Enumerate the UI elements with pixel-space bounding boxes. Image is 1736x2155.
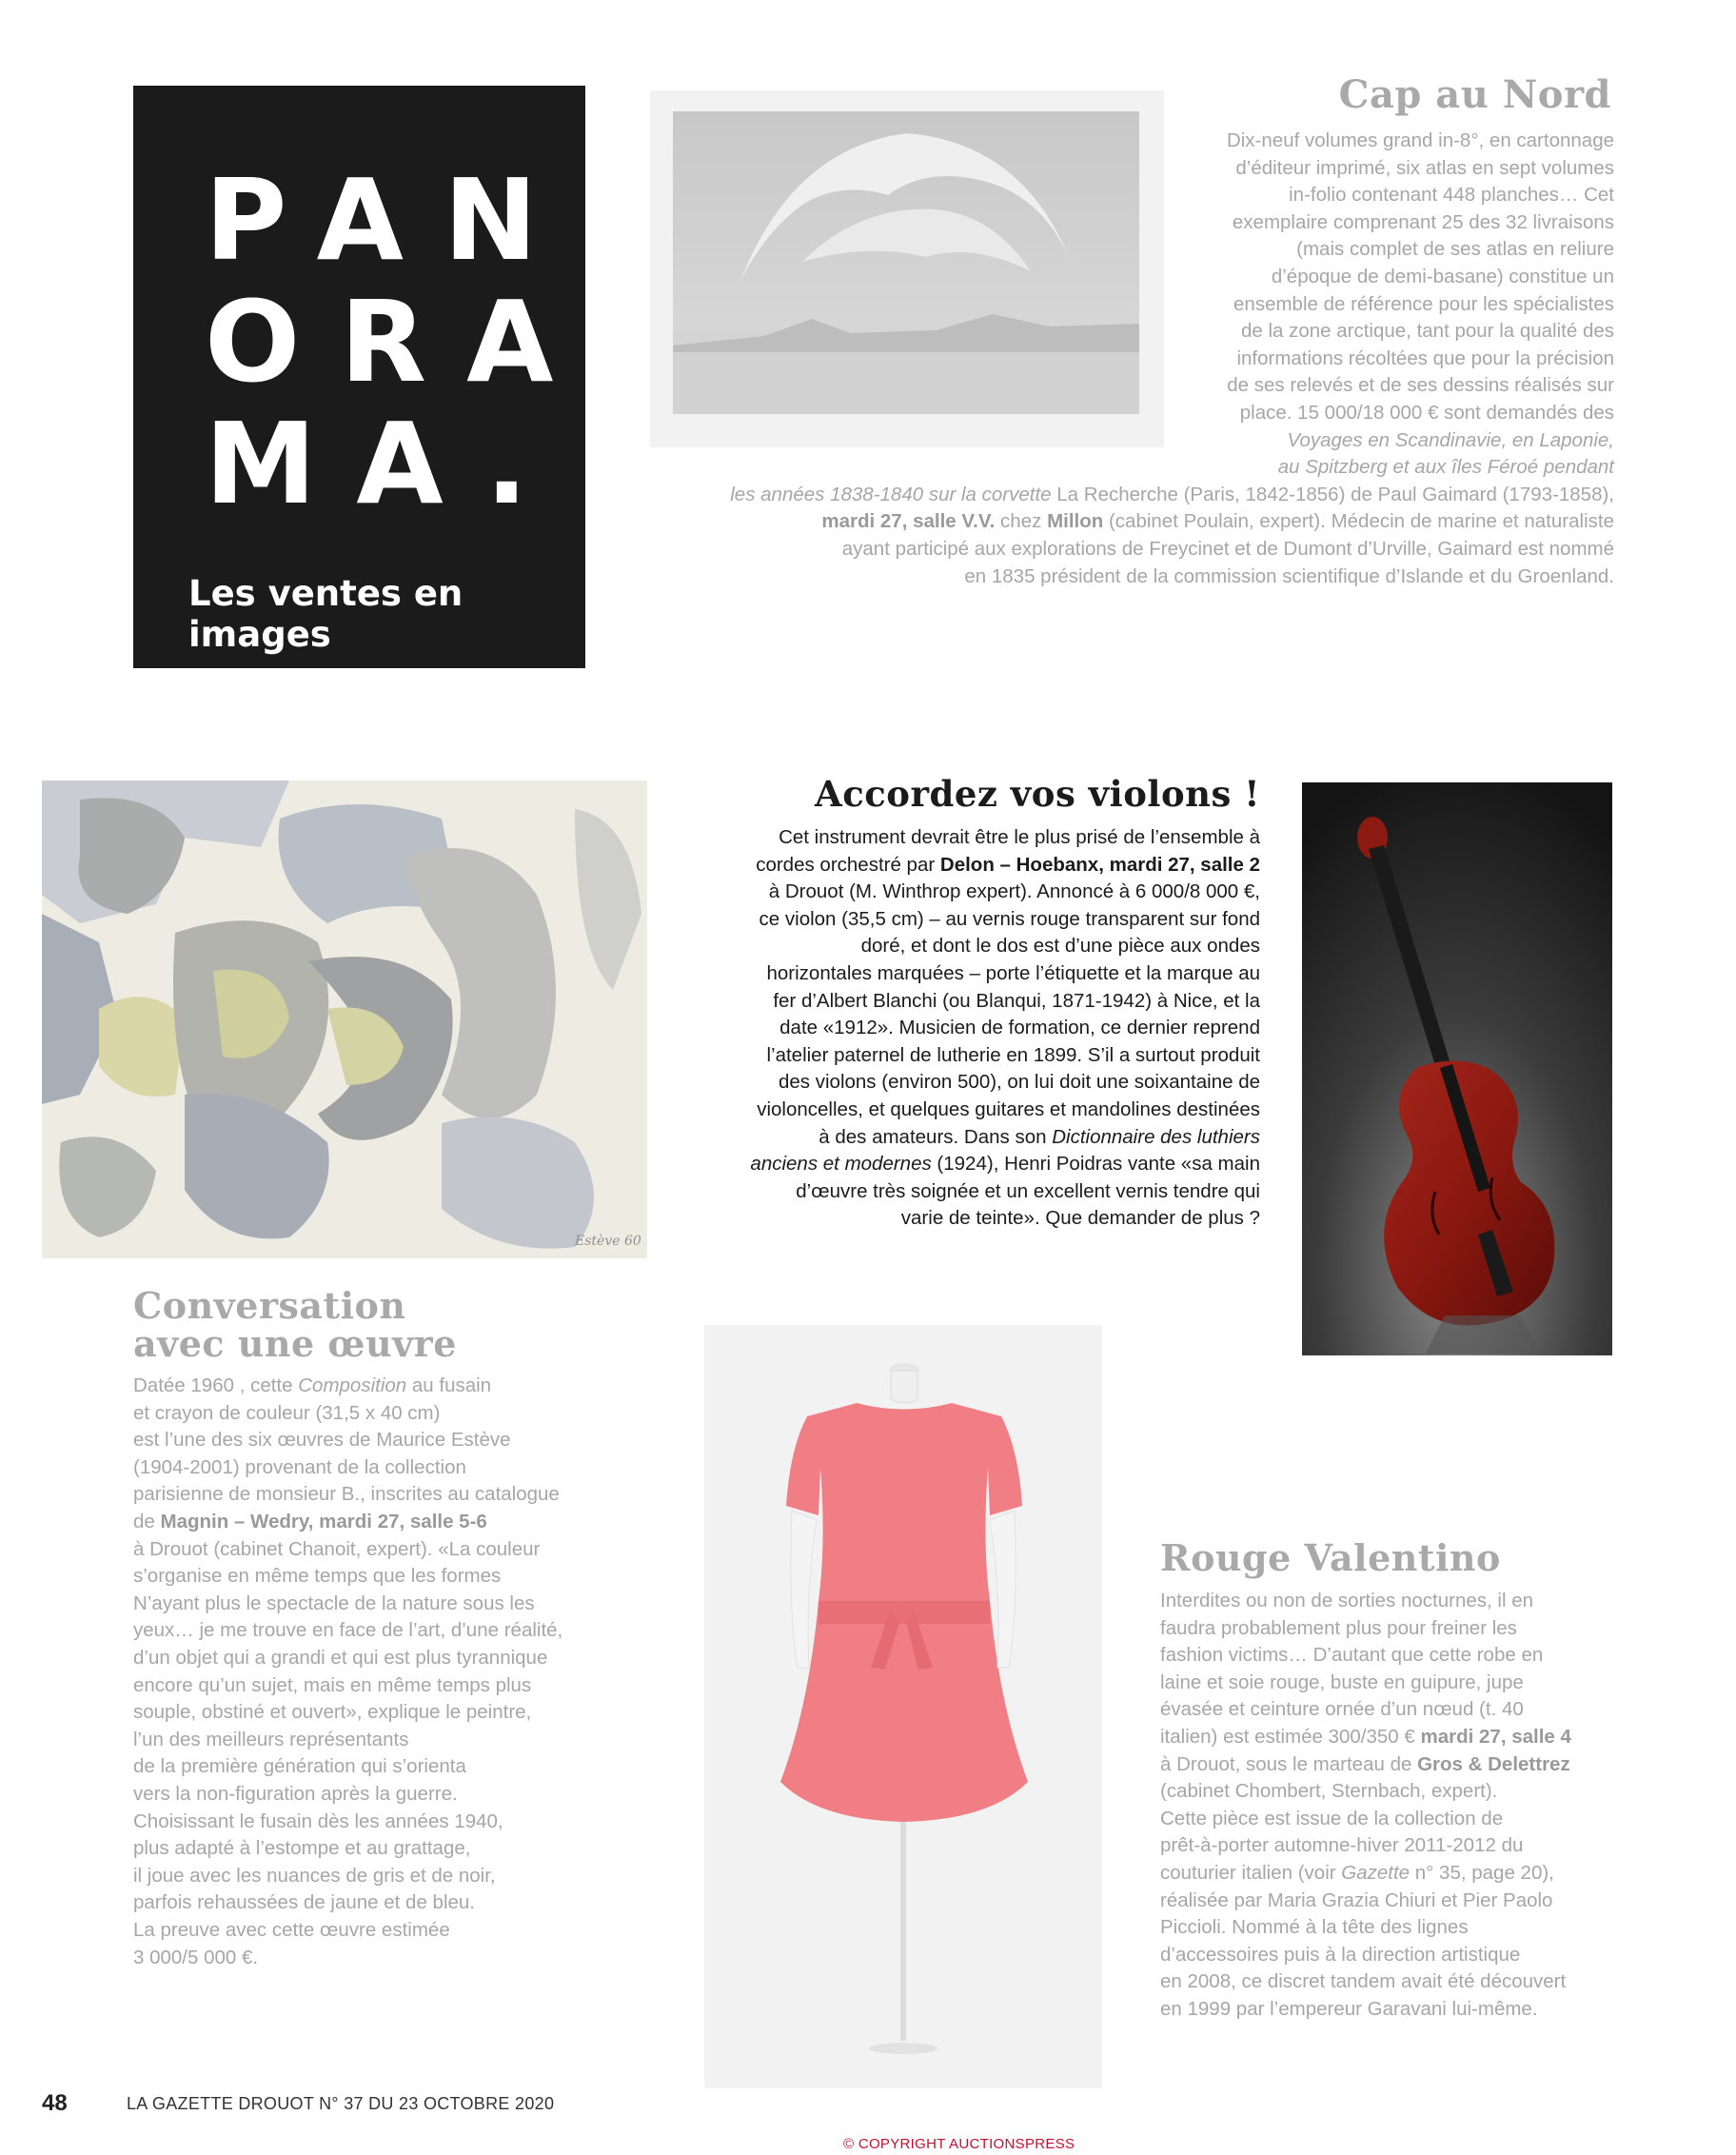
violin-line	[756, 852, 1260, 880]
conversation-line: s’organise en même temps que les formes	[133, 1565, 502, 1588]
violin-line: varie de teinte». Que demander de plus ?	[900, 1207, 1260, 1230]
rouge-valentino-title: Rouge Valentino	[1160, 1536, 1501, 1579]
cap-line-italic: au Spitzberg et aux îles Féroé pendant	[1277, 456, 1614, 479]
conversation-line: 3 000/5 000 €.	[133, 1946, 259, 1968]
conversation-line: encore qu’un sujet, mais en même temps plus	[133, 1673, 532, 1696]
cap-line: Dix-neuf volumes grand in-8°, en cartonnage	[1226, 129, 1614, 151]
violin-text-fragment: cordes orchestré par	[756, 853, 940, 876]
rouge-line: réalisée par Maria Grazia Chiuri et Pier Paolo	[1160, 1888, 1553, 1911]
conversation-line: Choisissant le fusain dès les années 1940,	[133, 1809, 503, 1832]
violin-line: d’œuvre très soignée et un excellent vernis tendre qui	[796, 1179, 1260, 1202]
rouge-line	[1160, 1860, 1554, 1888]
rouge-line	[1160, 1751, 1570, 1779]
cap-line: in-folio contenant 448 planches… Cet	[1289, 184, 1614, 207]
violin-line: fer d’Albert Blanchi (ou Blanqui, 1871-1942) à Nice, et la	[773, 989, 1260, 1012]
rouge-line	[1160, 1724, 1571, 1751]
cap-line	[821, 508, 1614, 536]
rouge-text-fragment: couturier italien (voir	[1160, 1862, 1342, 1884]
violin-sale-info: Delon – Hoebanx, mardi 27, salle 2	[939, 853, 1260, 876]
cap-text-fragment: La Recherche (Paris, 1842-1856) de Paul Gaimard (1793-1858),	[1051, 483, 1614, 505]
cap-line	[730, 482, 1614, 509]
rouge-text-fragment: n° 35, page 20),	[1410, 1862, 1554, 1884]
violin-title: Accordez vos violons !	[815, 773, 1260, 815]
conv-text-fragment: au fusain	[406, 1374, 492, 1396]
panorama-block	[133, 86, 594, 668]
cap-line: exemplaire comprenant 25 des 32 livraisons	[1232, 210, 1614, 233]
conversation-line: N’ayant plus le spectacle de la nature sous les	[133, 1592, 535, 1614]
conv-artwork-title: Composition	[298, 1374, 407, 1396]
conversation-title-line-2: avec une œuvre	[133, 1322, 457, 1365]
panorama-subtitle: Les ventes en images	[188, 573, 464, 655]
conv-text-fragment: Datée 1960 , cette	[133, 1374, 299, 1396]
valentino-dress-image	[704, 1325, 1102, 2088]
rouge-line: évasée et ceinture ornée d’un nœud (t. 40	[1160, 1698, 1524, 1721]
conversation-line: vers la non-figuration après la guerre.	[133, 1783, 458, 1805]
cap-line-italic: Voyages en Scandinavie, en Laponie,	[1287, 428, 1614, 451]
violin-line: à Drouot (M. Winthrop expert). Annoncé à 6 000/8 000 €,	[768, 880, 1260, 903]
rouge-line: Cette pièce est issue de la collection de	[1160, 1807, 1504, 1829]
violin-line: Cet instrument devrait être le plus prisé de l’ensemble à	[779, 826, 1260, 848]
panorama-line-2: ORA	[205, 276, 594, 407]
conversation-line: il joue avec les nuances de gris et de noir,	[133, 1864, 496, 1887]
violin-text-fragment: (1924), Henri Poidras vante «sa main	[931, 1153, 1260, 1176]
conversation-line: parisienne de monsieur B., inscrites au catalogue	[133, 1483, 560, 1506]
conversation-line: La preuve avec cette œuvre estimée	[133, 1919, 450, 1941]
violin-line: ce violon (35,5 cm) – au vernis rouge transparent sur fond	[759, 907, 1260, 930]
cap-line: de la zone arctique, tant pour la qualité des	[1240, 320, 1614, 343]
rouge-text-fragment: italien) est estimée 300/350 €	[1160, 1726, 1421, 1748]
cap-line: ayant participé aux explorations de Freycinet et de Dumont d’Urville, Gaimard est nommé	[841, 538, 1614, 560]
rouge-line: en 2008, ce discret tandem avait été découvert	[1160, 1970, 1567, 1993]
conversation-line: est l’une des six œuvres de Maurice Estève	[133, 1429, 511, 1452]
panorama-line-1: PAN	[205, 154, 578, 286]
aurora-engraving-image	[650, 90, 1164, 447]
rouge-line: faudra probablement plus pour freiner les	[1160, 1616, 1517, 1639]
rouge-line: d’accessoires puis à la direction artistique	[1160, 1943, 1521, 1966]
cap-line: informations récoltées que pour la précision	[1236, 346, 1614, 369]
rouge-line: prêt-à-porter automne-hiver 2011-2012 du	[1160, 1834, 1524, 1857]
cap-sale-date: mardi 27, salle V.V.	[821, 510, 996, 533]
rouge-sale-info: mardi 27, salle 4	[1420, 1726, 1571, 1748]
rouge-line: fashion victims… D’autant que cette robe en	[1160, 1644, 1544, 1667]
violin-image	[1302, 782, 1612, 1355]
cap-auction-house: Millon	[1047, 510, 1104, 533]
rouge-line: laine et soie rouge, buste en guipure, jupe	[1160, 1671, 1524, 1693]
violin-line: doré, et dont le dos est d’une pièce aux ondes	[860, 935, 1260, 958]
esteve-composition-image	[42, 781, 647, 1258]
violin-line: horizontales marquées – porte l’étiquette et la marque au	[766, 962, 1260, 984]
violin-line: violoncelles, et quelques guitares et mandolines destinées	[757, 1098, 1260, 1120]
cap-line: d’éditeur imprimé, six atlas en sept volumes	[1235, 156, 1614, 179]
cap-italic-fragment: les années 1838-1840 sur la corvette	[730, 483, 1052, 505]
violin-book-title: Dictionnaire des luthiers	[1052, 1125, 1260, 1148]
violin-line: des violons (environ 500), on lui doit une soixantaine de	[779, 1071, 1260, 1094]
violin-line: date «1912». Musicien de formation, ce dernier reprend	[779, 1017, 1260, 1039]
cap-line: en 1835 président de la commission scientifique d’Islande et du Groenland.	[964, 564, 1614, 587]
rouge-line: Piccioli. Nommé à la tête des lignes	[1160, 1916, 1469, 1939]
rouge-line: (cabinet Chombert, Sternbach, expert).	[1160, 1780, 1498, 1803]
cap-text-fragment: (cabinet Poulain, expert). Médecin de marine et naturaliste	[1103, 510, 1614, 533]
publication-footer: LA GAZETTE DROUOT N° 37 DU 23 OCTOBRE 2020	[127, 2094, 555, 2113]
conv-text-fragment: de	[133, 1511, 161, 1532]
cap-line: ensemble de référence pour les spécialistes	[1233, 292, 1614, 315]
cap-line: (mais complet de ses atlas en reliure	[1296, 238, 1614, 261]
conversation-line: (1904-2001) provenant de la collection	[133, 1455, 466, 1478]
rouge-line: Interdites ou non de sorties nocturnes, il en	[1160, 1590, 1534, 1611]
violin-line	[819, 1124, 1260, 1152]
conversation-line: et crayon de couleur (31,5 x 40 cm)	[133, 1401, 441, 1424]
rouge-auction-house: Gros & Delettrez	[1417, 1752, 1570, 1775]
conversation-line: souple, obstiné et ouvert», explique le peintre,	[133, 1701, 532, 1724]
copyright-notice: © COPYRIGHT AUCTIONSPRESS	[843, 2136, 1075, 2152]
rouge-text-fragment: à Drouot, sous le marteau de	[1160, 1752, 1418, 1775]
conversation-line: à Drouot (cabinet Chanoit, expert). «La couleur	[133, 1537, 541, 1560]
violin-line	[750, 1151, 1260, 1178]
conversation-title-line-1: Conversation	[133, 1284, 406, 1327]
conv-sale-info: Magnin – Wedry, mardi 27, salle 5-6	[160, 1511, 487, 1532]
cap-line: place. 15 000/18 000 € sont demandés des	[1239, 402, 1614, 424]
cap-line: d’époque de demi-basane) constitue un	[1271, 266, 1614, 287]
painting-signature: Estève 60	[575, 1234, 641, 1249]
cap-line: de ses relevés et de ses dessins réalisés sur	[1227, 374, 1614, 397]
conversation-line: plus adapté à l’estompe et au grattage,	[133, 1837, 471, 1860]
panorama-line-3: MA.	[205, 398, 568, 529]
violin-book-title: anciens et modernes	[750, 1153, 932, 1176]
rouge-gazette-ref: Gazette	[1341, 1862, 1410, 1884]
conversation-line: parfois rehaussées de jaune et de bleu.	[133, 1891, 476, 1914]
violin-line: l’atelier paternel de lutherie en 1899. S’il a surtout produit	[766, 1043, 1260, 1066]
conversation-line: l’un des meilleurs représentants	[133, 1728, 409, 1750]
cap-au-nord-title: Cap au Nord	[1338, 72, 1611, 117]
conversation-line: d’un objet qui a grandi et qui est plus tyrannique	[133, 1647, 548, 1669]
violin-text-fragment: à des amateurs. Dans son	[819, 1125, 1053, 1148]
cap-text-fragment: chez	[995, 510, 1048, 533]
page-number: 48	[42, 2090, 68, 2116]
rouge-line: en 1999 par l’empereur Garavani lui-même.	[1160, 1998, 1538, 2020]
conversation-line	[133, 1509, 487, 1536]
conversation-line: yeux… je me trouve en face de l’art, d’une réalité,	[133, 1619, 563, 1642]
conversation-line: de la première génération qui s’orienta	[133, 1755, 466, 1778]
conversation-line	[133, 1373, 491, 1400]
